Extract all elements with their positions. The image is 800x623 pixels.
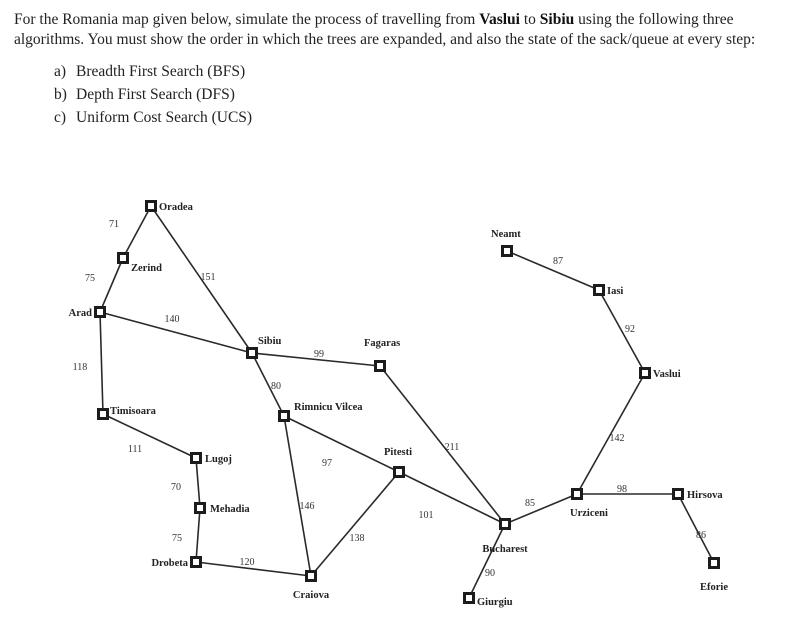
city-label-lugoj: Lugoj bbox=[205, 454, 232, 465]
road-fagaras-bucharest bbox=[380, 366, 505, 524]
city-label-eforie: Eforie bbox=[700, 582, 728, 593]
distance-label-arad-sibiu: 140 bbox=[164, 314, 180, 325]
city-node-oradea bbox=[145, 200, 157, 212]
city-node-bucharest bbox=[499, 518, 511, 530]
city-label-arad: Arad bbox=[68, 308, 92, 319]
city-node-eforie bbox=[708, 557, 720, 569]
city-node-vaslui bbox=[639, 367, 651, 379]
city-node-rimnicu bbox=[278, 410, 290, 422]
option-label: b) bbox=[54, 86, 67, 103]
city-label-vaslui: Vaslui bbox=[653, 369, 681, 380]
city-label-craiova: Craiova bbox=[292, 590, 330, 601]
road-arad-timisoara bbox=[100, 312, 103, 414]
distance-label-bucharest-giurgiu: 90 bbox=[485, 568, 495, 579]
distance-label-drobeta-craiova: 120 bbox=[239, 557, 255, 568]
city-label-neamt: Neamt bbox=[491, 229, 521, 240]
city-label-iasi: Iasi bbox=[607, 286, 624, 297]
road-oradea-zerind bbox=[123, 206, 151, 258]
road-rimnicu-craiova bbox=[284, 416, 311, 576]
intro-text-2: to bbox=[519, 11, 540, 28]
city-node-mehadia bbox=[194, 502, 206, 514]
city-label-giurgiu: Giurgiu bbox=[477, 597, 513, 608]
distance-label-rimnicu-pitesti: 97 bbox=[322, 458, 332, 469]
road-lugoj-mehadia bbox=[196, 458, 200, 508]
intro-text-1: For the Romania map given below, simulate the process of travelling from bbox=[14, 11, 480, 28]
distance-label-zerind-arad: 75 bbox=[85, 273, 95, 284]
distance-label-rimnicu-craiova: 146 bbox=[299, 501, 315, 512]
intro-text-3: using the following three algorithms. You must show the order in which the trees are expanded, and also the state of the sack/queue at every step: bbox=[14, 11, 756, 48]
city-node-neamt bbox=[501, 245, 513, 257]
city-node-iasi bbox=[593, 284, 605, 296]
road-rimnicu-pitesti bbox=[284, 416, 399, 472]
city-label-oradea: Oradea bbox=[159, 202, 193, 213]
distance-label-oradea-zerind: 71 bbox=[109, 219, 119, 230]
distance-label-lugoj-mehadia: 70 bbox=[171, 482, 181, 493]
roads-layer bbox=[100, 206, 714, 598]
city-node-zerind bbox=[117, 252, 129, 264]
distance-label-oradea-sibiu: 151 bbox=[200, 272, 216, 283]
city-node-giurgiu bbox=[463, 592, 475, 604]
option-text: Uniform Cost Search (UCS) bbox=[76, 109, 253, 126]
distance-label-pitesti-bucharest: 101 bbox=[418, 510, 434, 521]
city-label-hirsova: Hirsova bbox=[687, 490, 723, 501]
city-label-bucharest: Bucharest bbox=[482, 544, 528, 555]
city-node-urziceni bbox=[571, 488, 583, 500]
option-text: Breadth First Search (BFS) bbox=[76, 63, 246, 80]
distance-label-iasi-neamt: 87 bbox=[553, 256, 563, 267]
road-vaslui-iasi bbox=[599, 290, 645, 373]
city-node-pitesti bbox=[393, 466, 405, 478]
city-label-timisoara: Timisoara bbox=[110, 406, 156, 417]
city-node-fagaras bbox=[374, 360, 386, 372]
road-mehadia-drobeta bbox=[196, 508, 200, 562]
city-node-drobeta bbox=[190, 556, 202, 568]
city-label-zerind: Zerind bbox=[131, 263, 162, 274]
city-node-lugoj bbox=[190, 452, 202, 464]
option-label: c) bbox=[54, 109, 67, 126]
city-node-arad bbox=[94, 306, 106, 318]
road-bucharest-giurgiu bbox=[469, 524, 505, 598]
option-label: a) bbox=[54, 63, 67, 80]
city-label-pitesti: Pitesti bbox=[384, 447, 412, 458]
distance-label-hirsova-eforie: 86 bbox=[696, 530, 706, 541]
distance-label-fagaras-bucharest: 211 bbox=[444, 442, 460, 453]
distance-label-sibiu-rimnicu: 80 bbox=[271, 381, 281, 392]
city-label-fagaras: Fagaras bbox=[364, 338, 401, 349]
distance-label-bucharest-urziceni: 85 bbox=[525, 498, 535, 509]
distance-label-sibiu-fagaras: 99 bbox=[314, 349, 324, 360]
distance-label-urziceni-hirsova: 98 bbox=[617, 484, 627, 495]
distance-label-arad-timisoara: 118 bbox=[72, 362, 88, 373]
road-craiova-pitesti bbox=[311, 472, 399, 576]
option-text: Depth First Search (DFS) bbox=[76, 86, 235, 103]
road-pitesti-bucharest bbox=[399, 472, 505, 524]
city-label-sibiu: Sibiu bbox=[258, 336, 282, 347]
start-city: Vaslui bbox=[479, 11, 520, 28]
city-label-drobeta: Drobeta bbox=[151, 558, 188, 569]
road-hirsova-eforie bbox=[678, 494, 714, 563]
city-label-rimnicu: Rimnicu Vilcea bbox=[294, 402, 363, 413]
city-label-mehadia: Mehadia bbox=[210, 504, 250, 515]
road-bucharest-urziceni bbox=[505, 494, 577, 524]
distance-label-urziceni-vaslui: 142 bbox=[609, 433, 625, 444]
distance-labels-layer bbox=[73, 219, 706, 579]
distance-label-craiova-pitesti: 138 bbox=[349, 533, 365, 544]
city-node-craiova bbox=[305, 570, 317, 582]
road-zerind-arad bbox=[100, 258, 123, 312]
goal-city: Sibiu bbox=[539, 11, 575, 28]
city-labels-layer bbox=[69, 202, 729, 608]
distance-label-mehadia-drobeta: 75 bbox=[172, 533, 182, 544]
city-label-urziceni: Urziceni bbox=[570, 508, 608, 519]
city-node-hirsova bbox=[672, 488, 684, 500]
distance-label-timisoara-lugoj: 111 bbox=[127, 444, 143, 455]
city-node-sibiu bbox=[246, 347, 258, 359]
city-node-timisoara bbox=[97, 408, 109, 420]
road-timisoara-lugoj bbox=[103, 414, 196, 458]
distance-label-vaslui-iasi: 92 bbox=[625, 324, 635, 335]
